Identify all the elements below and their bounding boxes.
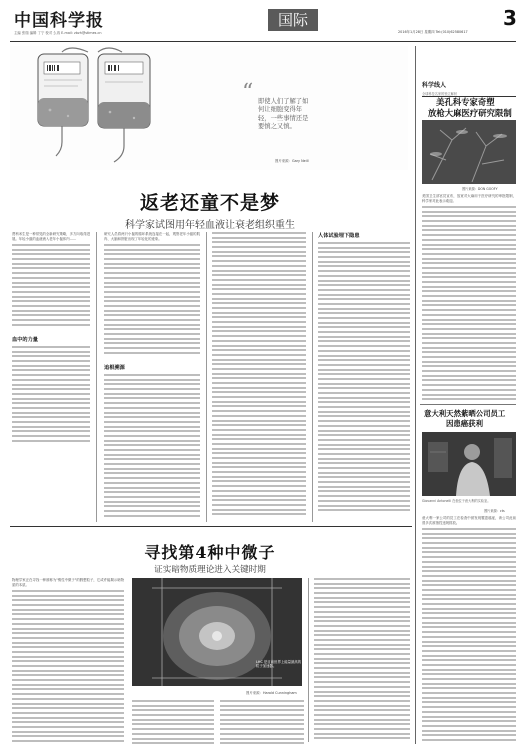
article2-col-divider <box>308 578 309 742</box>
right-mid-photo <box>422 432 516 496</box>
masthead-subline: 主编 张瑞 编辑 丁宁 校对 么再 E-mail: zbzh@stimes.cn <box>14 31 102 35</box>
right-column-label <box>422 72 516 97</box>
right-mid-title-1: 意大利天然紫晒公司员工 <box>424 409 506 418</box>
lead-photo-credit: 图片来源：Gary Neill <box>275 159 309 163</box>
article2-rule <box>10 526 412 527</box>
article2-subhead: 证实暗物质理论进入关键时期 <box>154 565 266 575</box>
right-mid-lede: 意大利一家公司的员工在检查中被发现罹患癌症，该公司此前曾多次被指控违规排放。 <box>422 516 516 526</box>
article2-photo-caption: LHC 是目前世界上能量最高的粒子加速器。 <box>256 660 302 669</box>
lead-section-head-2: 追根溯源 <box>104 365 125 371</box>
page-number: 3 <box>503 6 517 30</box>
column-label-sub: 全球科技名家的独立解析 <box>422 92 458 96</box>
right-top-photo <box>422 120 516 184</box>
particle-accelerator-image <box>132 578 302 686</box>
lead-col-2 <box>104 244 200 356</box>
lead-col-divider-2 <box>206 232 207 522</box>
right-mid-title-2: 因患癌获利 <box>446 419 483 428</box>
date-line: 2016年1月28日 星期四 Tel:(010)62580617 <box>398 30 468 34</box>
right-mid-credit: 图片来源：cts <box>484 509 505 513</box>
masthead <box>0 0 524 48</box>
article2-col-2 <box>132 700 214 744</box>
section-banner <box>268 9 318 31</box>
lead-col-4 <box>318 242 410 520</box>
lead-col-2-text: 研究人员将两只小鼠的循环系统连接在一起，观察老年小鼠的肌肉、大脑和肝脏出现了年轻化的迹象。 <box>104 232 200 242</box>
lead-col-1 <box>12 244 90 328</box>
lead-lede: 贾科米生是一种常见的全新研究策略，多方向取得进展。年轻小鼠的血液流入老年小鼠体内…… <box>12 232 90 242</box>
lead-col-divider-3 <box>312 232 313 522</box>
article2-col-3 <box>220 700 304 744</box>
lead-col-3 <box>212 232 306 520</box>
lead-section-head-1: 血中的力量 <box>12 337 38 343</box>
lead-headline: 返老还童不是梦 <box>139 192 280 214</box>
lead-photo <box>10 46 408 170</box>
article2-photo-credit: 图片来源：Harold Cunningham <box>246 691 297 695</box>
lead-col-2b <box>104 374 200 520</box>
right-top-lede: 美国卫生部官员宣布，放宽对大麻用于医疗研究的审批限制，科学家对此表示欢迎。 <box>422 194 516 204</box>
lab-worker-image <box>422 432 516 496</box>
right-top-photo-credit: 图片来源：DON GOOFY <box>462 187 498 191</box>
right-mid-caption: Giovanni Antonelli 在他位于意大利的实验室。 <box>422 499 491 503</box>
masthead-logo: 中国科学报 <box>14 11 104 31</box>
lead-col-divider-1 <box>96 232 97 522</box>
right-mid-rule <box>420 404 516 405</box>
article2-headline: 寻找第4种中微子 <box>144 543 276 562</box>
right-mid-body <box>422 528 516 744</box>
article2-photo <box>132 578 302 686</box>
lead-col-1b <box>12 346 90 444</box>
right-top-body <box>422 206 516 402</box>
cannabis-plant-image <box>422 120 516 184</box>
right-column-divider <box>415 46 416 744</box>
right-top-title-2: 放枪大麻医疗研究限制 <box>428 108 512 118</box>
lead-section-head-3: 人体试验埋下隐患 <box>318 233 360 239</box>
article2-col-4 <box>314 578 410 742</box>
section-title: 国际 <box>277 11 308 29</box>
lead-quote: 即使人们了解了如何让细胞变得年轻，一些事情还是要慎之又慎。 <box>258 98 309 131</box>
right-top-title-1: 美孔科专家奇塑 <box>436 97 495 107</box>
article2-lede: 物理学家正在寻找一种被称为"惰性中微子"的假想粒子，它或许能揭示暗物质的本质。 <box>12 578 124 588</box>
quote-mark: “ <box>242 80 254 105</box>
column-label-text: 科学线人 <box>422 82 447 89</box>
article2-col-1 <box>12 590 124 742</box>
blood-bags-illustration <box>10 46 408 170</box>
masthead-rule <box>10 41 516 42</box>
lead-subhead: 科学家试图用年轻血液让衰老组织重生 <box>125 220 295 231</box>
